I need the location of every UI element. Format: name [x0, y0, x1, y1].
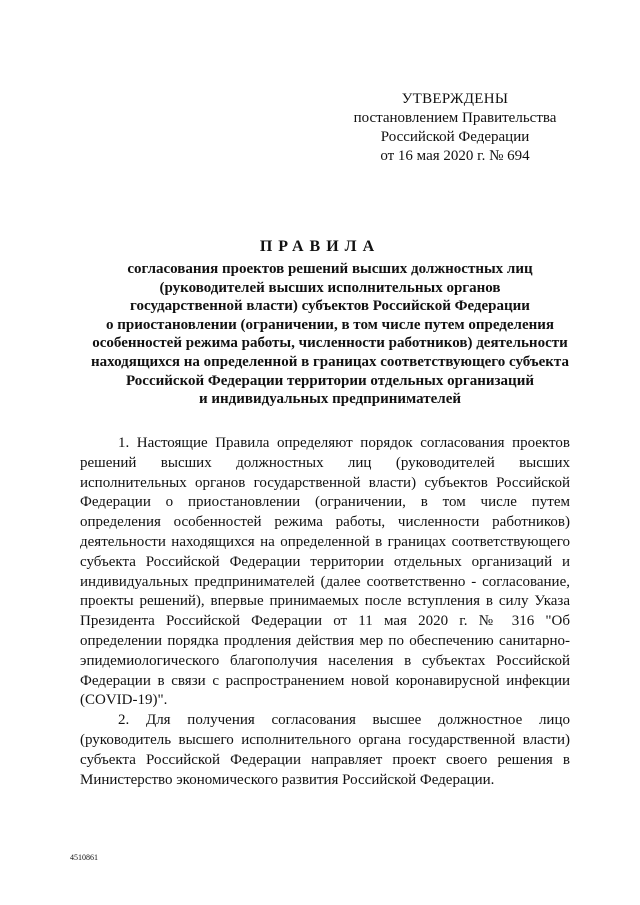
document-subtitle [80, 260, 580, 409]
paragraph-2: 2. Для получения согласования высшее должностное лицо (руководитель высшего исполнительного органа государственной власти) субъекта Российской Федерации направляет проект своего решения в Министерство экономического развития Российской Федерации. [80, 712, 570, 788]
footer-document-code: 4510861 [70, 853, 98, 862]
document-body [80, 434, 570, 790]
document-title: ПРАВИЛА [259, 238, 381, 255]
subtitle-line: Российской Федерации территории отдельных организаций [126, 372, 534, 389]
approval-line-1: постановлением Правительства [353, 110, 557, 126]
approval-block [340, 90, 570, 166]
approval-heading: УТВЕРЖДЕНЫ [401, 91, 509, 107]
subtitle-line: государственной власти) субъектов Российской Федерации [130, 298, 530, 315]
paragraph-1: 1. Настоящие Правила определяют порядок согласования проектов решений высших должностных лиц (руководителей высших исполнительных органов государственной власти) субъектов Российской Федерации о приостановлении (ограничении, в том числе путем определения особенностей режима работы, численности работников) деятельности находящихся на определенной в границах соответствующего субъекта Российской Федерации территории отдельных организаций и индивидуальных предпринимателей (далее соответственно - согласование, проекты решений), впервые принимаемых после вступления в силу Указа Президента Российской Федерации от 11 мая 2020 г. № 316 "Об определении порядка продления действия мер по обеспечению санитарно-эпидемиологического благополучия населения в субъектах Российской Федерации в связи с распространением новой коронавирусной инфекции (COVID-19)". [80, 435, 570, 709]
subtitle-line: и индивидуальных предпринимателей [198, 391, 462, 408]
subtitle-line: (руководителей высших исполнительных органов [159, 279, 501, 296]
subtitle-line: согласования проектов решений высших должностных лиц [127, 261, 533, 277]
approval-line-3: от 16 мая 2020 г. № 694 [380, 148, 530, 164]
subtitle-line: о приостановлении (ограничении, в том числе путем определения [105, 316, 555, 333]
subtitle-line: особенностей режима работы, численности работников) деятельности [92, 335, 568, 352]
approval-line-2: Российской Федерации [380, 129, 530, 145]
subtitle-line: находящихся на определенной в границах соответствующего субъекта [91, 353, 569, 370]
